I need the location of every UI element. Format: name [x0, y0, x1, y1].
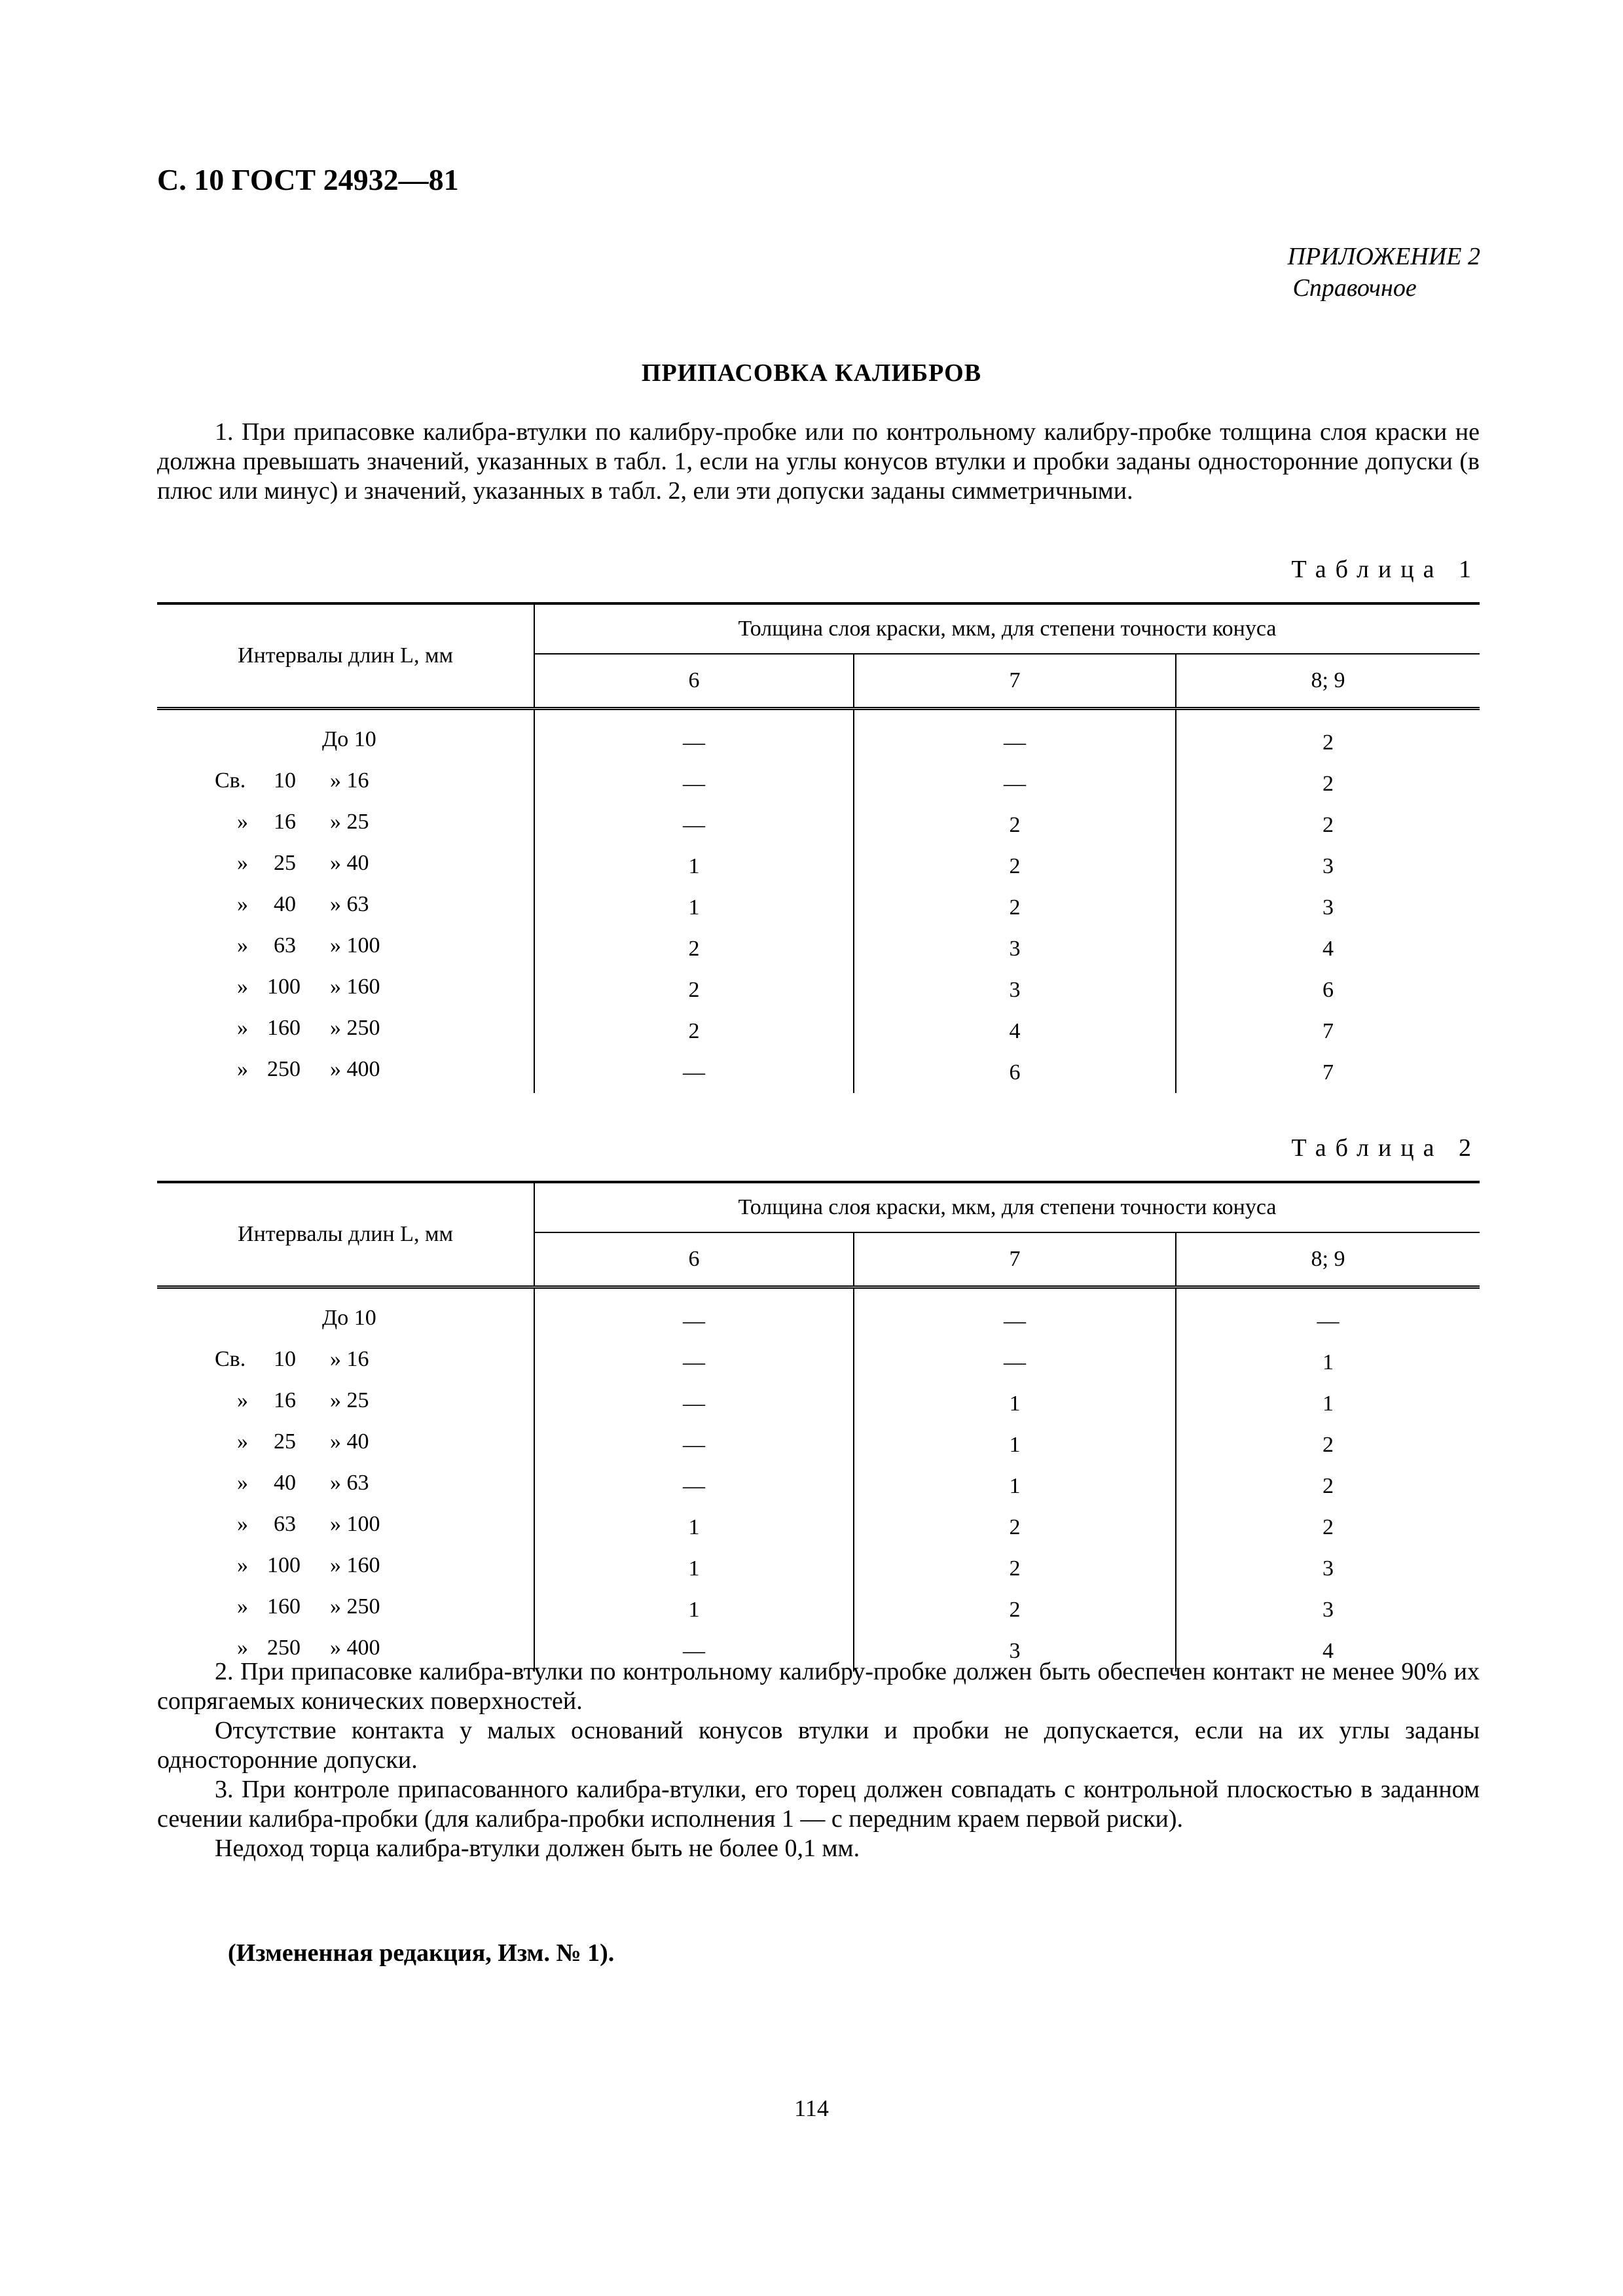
thickness-cell: 3 — [854, 1630, 1176, 1672]
table-1 — [157, 602, 1480, 1093]
table-row — [157, 1011, 1480, 1052]
interval-prefix: Св. — [215, 768, 246, 793]
thickness-cell: 2 — [1176, 1507, 1480, 1548]
thickness-cell: — — [854, 1300, 1176, 1342]
spacer-cell — [1176, 709, 1480, 723]
thickness-cell: 1 — [854, 1465, 1176, 1507]
interval-to: » 250 — [330, 1594, 380, 1619]
section-title: ПРИПАСОВКА КАЛИБРОВ — [641, 359, 982, 387]
paragraph-3b: Недоход торца калибра-втулки должен быть не более 0,1 мм. — [215, 1835, 860, 1862]
interval-prefix: » — [237, 933, 248, 958]
interval-cell — [157, 1383, 534, 1424]
thickness-cell: — — [534, 1465, 854, 1507]
appendix-title: ПРИЛОЖЕНИЕ 2 — [1287, 243, 1480, 270]
thickness-cell: 7 — [1176, 1011, 1480, 1052]
thickness-cell: — — [534, 1052, 854, 1093]
interval-range — [157, 763, 534, 798]
interval-from: 160 — [267, 1016, 301, 1040]
spacer-cell — [157, 709, 534, 723]
thickness-cell: 2 — [1176, 722, 1480, 763]
thickness-cell: 2 — [854, 887, 1176, 928]
table-row — [157, 1548, 1480, 1589]
spacer-cell — [534, 709, 854, 723]
interval-to: » 16 — [330, 1347, 369, 1371]
interval-from: 250 — [267, 1057, 301, 1081]
interval-range — [157, 1507, 534, 1542]
interval-prefix: » — [237, 1429, 248, 1454]
thickness-cell: 2 — [854, 1548, 1176, 1589]
table-row — [157, 1589, 1480, 1630]
thickness-cell: 4 — [1176, 1630, 1480, 1672]
table-1-header-group: Толщина слоя краски, мкм, для степени точности конуса — [534, 603, 1480, 654]
paragraph-2b: Отсутствие контакта у малых оснований конусов втулки и пробки не допускается, если на их углы заданы односторонние допуски. — [157, 1717, 1480, 1774]
interval-from: 16 — [274, 810, 296, 834]
table-2-header-grade-6: 6 — [534, 1232, 854, 1287]
thickness-cell: 2 — [854, 1507, 1176, 1548]
spacer-cell — [1176, 1287, 1480, 1301]
interval-range — [157, 1300, 534, 1336]
interval-to: » 25 — [330, 810, 369, 834]
table-1-caption: Таблица 1 — [1291, 556, 1480, 583]
thickness-cell: 1 — [534, 1507, 854, 1548]
interval-prefix: » — [237, 1553, 248, 1577]
interval-to: » 160 — [330, 1553, 380, 1577]
interval-cell — [157, 1548, 534, 1589]
thickness-cell: 1 — [1176, 1383, 1480, 1424]
thickness-cell: — — [854, 763, 1176, 804]
thickness-cell: 4 — [1176, 928, 1480, 969]
thickness-cell: — — [1176, 1300, 1480, 1342]
table-row — [157, 763, 1480, 804]
interval-from: 40 — [274, 892, 296, 916]
thickness-cell: — — [534, 1383, 854, 1424]
table-2-header-grade-7: 7 — [854, 1232, 1176, 1287]
interval-range — [157, 846, 534, 881]
interval-range — [157, 1383, 534, 1418]
table-2-header-interval — [157, 1182, 534, 1287]
thickness-cell: 2 — [1176, 1465, 1480, 1507]
table-1-header-grade-7: 7 — [854, 654, 1176, 709]
interval-prefix: Св. — [215, 1347, 246, 1371]
interval-prefix: » — [237, 851, 248, 875]
table-2 — [157, 1181, 1480, 1672]
table-row — [157, 928, 1480, 969]
thickness-cell: 2 — [854, 846, 1176, 887]
interval-from: 160 — [267, 1594, 301, 1619]
table-2-caption: Таблица 2 — [1291, 1134, 1480, 1162]
interval-cell — [157, 887, 534, 928]
page-number: 114 — [794, 2095, 829, 2121]
spacer-cell — [854, 1287, 1176, 1301]
interval-prefix: » — [237, 1388, 248, 1412]
interval-cell — [157, 1300, 534, 1342]
interval-cell — [157, 1342, 534, 1383]
spacer-row — [157, 1287, 1480, 1301]
interval-to: » 25 — [330, 1388, 369, 1412]
thickness-cell: 3 — [854, 969, 1176, 1011]
thickness-cell: 2 — [1176, 1424, 1480, 1465]
thickness-cell: 2 — [854, 804, 1176, 846]
interval-cell — [157, 804, 534, 846]
table-row — [157, 804, 1480, 846]
interval-to: » 40 — [330, 851, 369, 875]
thickness-cell: 6 — [854, 1052, 1176, 1093]
table-row — [157, 846, 1480, 887]
interval-range — [157, 1589, 534, 1624]
thickness-cell: 1 — [534, 846, 854, 887]
thickness-cell: 3 — [1176, 887, 1480, 928]
paragraph-1 — [157, 418, 1480, 506]
interval-to: » 63 — [330, 1471, 369, 1495]
thickness-cell: 4 — [854, 1011, 1176, 1052]
interval-range — [157, 887, 534, 922]
table-1-body — [157, 709, 1480, 1094]
interval-from: 10 — [274, 768, 296, 793]
thickness-cell: 1 — [854, 1424, 1176, 1465]
interval-from: 100 — [267, 975, 301, 999]
interval-cell — [157, 722, 534, 763]
thickness-cell: 2 — [854, 1589, 1176, 1630]
thickness-cell: — — [534, 1424, 854, 1465]
table-row — [157, 887, 1480, 928]
interval-prefix: » — [237, 810, 248, 834]
interval-from: 40 — [274, 1471, 296, 1495]
interval-prefix: » — [237, 892, 248, 916]
interval-from: 25 — [274, 851, 296, 875]
interval-to: » 250 — [330, 1016, 380, 1040]
interval-range — [157, 1465, 534, 1501]
thickness-cell: 2 — [534, 928, 854, 969]
interval-cell — [157, 1424, 534, 1465]
thickness-cell: 1 — [534, 887, 854, 928]
thickness-cell: 7 — [1176, 1052, 1480, 1093]
interval-cell — [157, 1052, 534, 1093]
table-row — [157, 722, 1480, 763]
interval-from: 100 — [267, 1553, 301, 1577]
interval-range — [157, 928, 534, 963]
interval-from: 25 — [274, 1429, 296, 1454]
interval-range — [157, 1548, 534, 1583]
interval-prefix: » — [237, 1512, 248, 1536]
interval-cell — [157, 928, 534, 969]
interval-prefix: » — [237, 1594, 248, 1619]
interval-to: » 16 — [330, 768, 369, 793]
page-header: С. 10 ГОСТ 24932—81 — [157, 163, 459, 196]
amendment-note: (Измененная редакция, Изм. № 1). — [228, 1939, 615, 1967]
paragraph-3: 3. При контроле припасованного калибра-втулки, его торец должен совпадать с контрольной плоскостью в заданном сечении калибра-пробки (для калибра-пробки исполнения 1 — с передним краем первой риски). — [157, 1776, 1480, 1833]
table-row — [157, 1300, 1480, 1342]
interval-range — [157, 1424, 534, 1460]
thickness-cell: — — [534, 722, 854, 763]
paragraph-2: 2. При припасовке калибра-втулки по контрольному калибру-пробке должен быть обеспечен контакт не менее 90% их сопрягаемых конических поверхностей. — [157, 1658, 1480, 1715]
thickness-cell: — — [854, 722, 1176, 763]
interval-to: » 100 — [330, 933, 380, 958]
interval-to: » 63 — [330, 892, 369, 916]
thickness-cell: 3 — [854, 928, 1176, 969]
interval-cell — [157, 1465, 534, 1507]
table-row — [157, 969, 1480, 1011]
table-2-header-grade-8-9: 8; 9 — [1176, 1232, 1480, 1287]
interval-to: » 100 — [330, 1512, 380, 1536]
thickness-cell: 3 — [1176, 846, 1480, 887]
interval-cell — [157, 1589, 534, 1630]
thickness-cell: 3 — [1176, 1548, 1480, 1589]
interval-from: 16 — [274, 1388, 296, 1412]
paragraph-2-block — [157, 1657, 1480, 1863]
thickness-cell: 3 — [1176, 1589, 1480, 1630]
interval-range — [157, 969, 534, 1005]
interval-range — [157, 1011, 534, 1046]
table-1-header-interval — [157, 603, 534, 709]
interval-range — [157, 722, 534, 757]
interval-from: 250 — [267, 1636, 301, 1660]
interval-to: » 160 — [330, 975, 380, 999]
interval-prefix: » — [237, 1471, 248, 1495]
thickness-cell: 1 — [1176, 1342, 1480, 1383]
thickness-cell: — — [534, 804, 854, 846]
thickness-cell: 1 — [534, 1589, 854, 1630]
thickness-cell: — — [854, 1342, 1176, 1383]
interval-from: До 10 — [322, 727, 376, 751]
table-1-header-interval-text: Интервалы длин L, мм — [238, 643, 453, 668]
paragraph-1-text: 1. При припасовке калибра-втулки по калибру-пробке или по контрольному калибру-пробке толщина слоя краски не должна превышать значений, указанных в табл. 1, если на углы конусов втулки и пробки заданы односторонние допуски (в плюс или минус) и значений, указанных в табл. 2, ели эти допуски заданы симметричными. — [157, 418, 1480, 505]
interval-to: » 40 — [330, 1429, 369, 1454]
thickness-cell: — — [534, 1630, 854, 1672]
interval-prefix: » — [237, 975, 248, 999]
interval-range — [157, 1342, 534, 1377]
thickness-cell: 2 — [1176, 763, 1480, 804]
interval-to: » 400 — [330, 1636, 380, 1660]
interval-cell — [157, 969, 534, 1011]
thickness-cell: 1 — [534, 1548, 854, 1589]
interval-cell — [157, 1507, 534, 1548]
interval-range — [157, 1052, 534, 1087]
interval-prefix: » — [237, 1636, 248, 1660]
interval-from: 10 — [274, 1347, 296, 1371]
table-2-header-interval-text: Интервалы длин L, мм — [238, 1222, 453, 1246]
table-2-header-group: Толщина слоя краски, мкм, для степени точности конуса — [534, 1182, 1480, 1232]
spacer-row — [157, 709, 1480, 723]
interval-to: » 400 — [330, 1057, 380, 1081]
interval-range — [157, 804, 534, 840]
table-1-header-grade-8-9: 8; 9 — [1176, 654, 1480, 709]
table-row — [157, 1342, 1480, 1383]
appendix-subtitle: Справочное — [1292, 274, 1417, 302]
thickness-cell: 2 — [534, 1011, 854, 1052]
appendix-label — [1288, 241, 1480, 304]
table-row — [157, 1052, 1480, 1093]
interval-from: 63 — [274, 1512, 296, 1536]
thickness-cell: — — [534, 763, 854, 804]
table-1-header-grade-6: 6 — [534, 654, 854, 709]
thickness-cell: — — [534, 1342, 854, 1383]
interval-from: До 10 — [322, 1306, 376, 1330]
table-row — [157, 1465, 1480, 1507]
thickness-cell: — — [534, 1300, 854, 1342]
spacer-cell — [534, 1287, 854, 1301]
interval-from: 63 — [274, 933, 296, 958]
interval-prefix: » — [237, 1016, 248, 1040]
thickness-cell: 2 — [1176, 804, 1480, 846]
table-2-body — [157, 1287, 1480, 1672]
table-row — [157, 1507, 1480, 1548]
thickness-cell: 2 — [534, 969, 854, 1011]
spacer-cell — [854, 709, 1176, 723]
table-row — [157, 1424, 1480, 1465]
thickness-cell: 6 — [1176, 969, 1480, 1011]
interval-cell — [157, 1011, 534, 1052]
spacer-cell — [157, 1287, 534, 1301]
thickness-cell: 1 — [854, 1383, 1176, 1424]
interval-cell — [157, 763, 534, 804]
interval-prefix: » — [237, 1057, 248, 1081]
interval-cell — [157, 846, 534, 887]
table-row — [157, 1383, 1480, 1424]
